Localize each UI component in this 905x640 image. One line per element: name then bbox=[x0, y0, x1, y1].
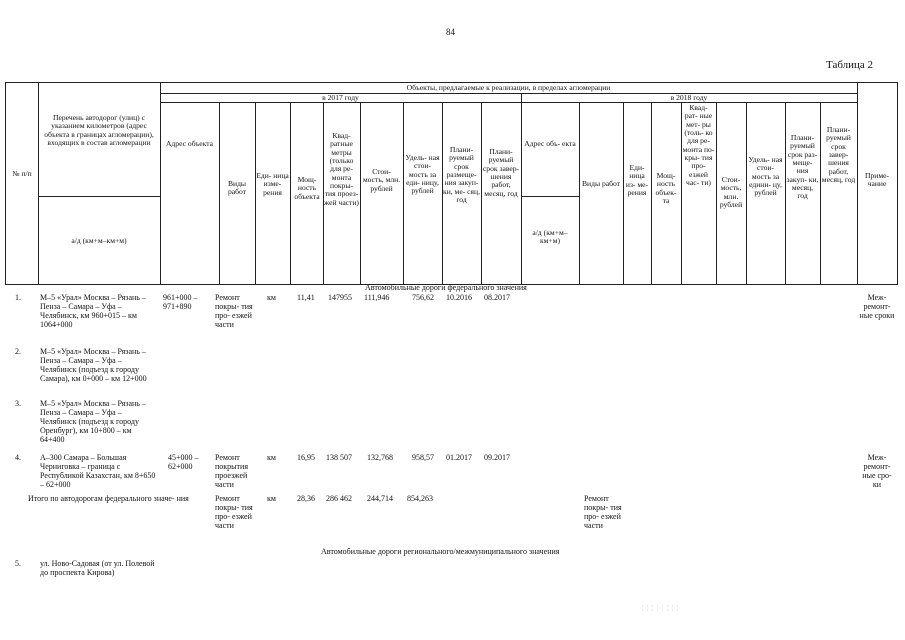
total-unit-cost: 854,263 bbox=[407, 494, 433, 503]
row-road: А–300 Самара – Большая Черниговка – граница с Республикой Казахстан, км 8+650 – 62+000 bbox=[40, 453, 156, 489]
row-finish-date: 09.2017 bbox=[484, 453, 510, 462]
row-cost: 111,946 bbox=[364, 293, 390, 302]
total-works-2018: Ремонт покры- тия про- езжей части bbox=[584, 494, 622, 530]
header-2017-power: Мощ- ность объекта bbox=[294, 175, 320, 201]
row-address: 961+000 – 971+890 bbox=[163, 293, 198, 311]
header-2018-power: Мощ- ность объек- та bbox=[655, 171, 677, 206]
row-unit-cost: 756,62 bbox=[412, 293, 434, 302]
total-sqm: 286 462 bbox=[326, 494, 352, 503]
header-note: Приме- чание bbox=[864, 171, 890, 189]
row-unit: км bbox=[267, 293, 276, 302]
page-number: 84 bbox=[446, 27, 455, 37]
row-address: 45+000 – 62+000 bbox=[168, 453, 199, 471]
row-road: М–5 «Урал» Москва – Рязань – Пенза – Самара – Уфа – Челябинск (подъезд к городу Самара), км 0+000 – км 12+000 bbox=[40, 347, 147, 383]
section-regional: Автомобильные дороги регионального/межмуниципального значения bbox=[321, 547, 560, 556]
header-2018-address: Адрес объ- екта bbox=[524, 139, 576, 148]
header-2017-cost: Стои- мость, млн. рублей bbox=[362, 167, 401, 193]
header-2018-cost: Стои- мость, млн. рублей bbox=[719, 175, 743, 210]
row-num: 1. bbox=[15, 293, 21, 302]
total-works: Ремонт покры- тия про- езжей части bbox=[215, 494, 253, 530]
row-sqm: 138 507 bbox=[326, 453, 352, 462]
header-year-2017: в 2017 году bbox=[322, 93, 359, 102]
table-caption: Таблица 2 bbox=[826, 59, 874, 71]
row-num: 2. bbox=[15, 347, 21, 356]
header-2017-unit-cost: Удель- ная стои- мость за еди- ницу, рублей bbox=[405, 153, 440, 196]
row-note: Меж- ремонт- ные сроки bbox=[859, 293, 895, 320]
row-works: Ремонт покры- тия про- езжей части bbox=[215, 293, 253, 329]
row-num: 4. bbox=[15, 453, 21, 462]
total-unit: км bbox=[267, 494, 276, 503]
row-unit-cost: 958,57 bbox=[412, 453, 434, 462]
header-2017-sqm: Квад- ратные метры (только для ре- монта покры- тия проез- жей части) bbox=[324, 131, 359, 207]
row-proc-date: 01.2017 bbox=[446, 453, 472, 462]
total-label: Итого по автодорогам федерального значе- ния bbox=[28, 494, 189, 503]
header-2017-works: Виды работ bbox=[227, 179, 247, 197]
row-note: Меж- ремонт- ные сро- ки bbox=[862, 453, 892, 489]
header-2018-sqm: Квад- рат- ные мет- ры (толь- ко для ре- монта по- кры- тия про- езжей час- ти) bbox=[682, 103, 715, 188]
total-power: 28,36 bbox=[297, 494, 315, 503]
header-2017-address: Адрес объекта bbox=[165, 139, 214, 148]
header-2018-address-sub: а/д (км+м– км+м) bbox=[532, 228, 568, 246]
header-roads-list: Перечень автодорог (улиц) с указанием километров (адрес объекта в границах агломерации), входящих в состав агломерации bbox=[44, 113, 154, 148]
row-road: М–5 «Урал» Москва – Рязань – Пенза – Самара – Уфа – Челябинск (подъезд к городу Оренбург), км 10+800 – км 64+400 bbox=[40, 399, 146, 444]
row-sqm: 147955 bbox=[328, 293, 352, 302]
row-road: ул. Ново-Садовая (от ул. Полевой до проспекта Кирова) bbox=[40, 559, 155, 577]
header-2018-works: Виды работ bbox=[581, 179, 621, 188]
header-objects: Объекты, предлагаемые к реализации, в пределах агломерации bbox=[406, 83, 611, 92]
header-2017-unit: Еди- ница изме- рения bbox=[256, 171, 289, 197]
total-cost: 244,714 bbox=[367, 494, 393, 503]
header-2018-unit-cost: Удель- ная стои- мость за едини- цу, рублей bbox=[748, 155, 783, 198]
row-num: 5. bbox=[15, 559, 21, 568]
header-2018-unit: Еди- ница из- ме- рения bbox=[625, 163, 649, 198]
header-2017-finish-date: Плани- руемый срок завер- шения работ, месяц, год bbox=[482, 147, 520, 198]
header-roads-sub: а/д (км+м–км+м) bbox=[71, 236, 127, 245]
row-power: 11,41 bbox=[297, 293, 315, 302]
row-cost: 132,768 bbox=[367, 453, 393, 462]
header-num: № п/п bbox=[12, 169, 32, 178]
row-proc-date: 10.2016 bbox=[446, 293, 472, 302]
row-road: М–5 «Урал» Москва – Рязань –Пенза – Самара – Уфа – Челябинск, км 960+015 – км 1064+000 bbox=[40, 293, 146, 329]
scan-noise bbox=[640, 604, 680, 612]
section-federal: Автомобильные дороги федерального значения bbox=[365, 283, 527, 292]
header-2018-finish-date: Плани- руемый срок завер- шения работ, месяц, год bbox=[821, 125, 856, 185]
header-2018-proc-date: Плани- руемый срок раз- меще- ния закуп- ки, месяц, год bbox=[786, 133, 819, 201]
row-power: 16,95 bbox=[297, 453, 315, 462]
header-2017-proc-date: Плани- руемый срок размеще- ния закуп- ки, ме- сяц, год bbox=[443, 145, 480, 205]
row-works: Ремонт покрытия проезжей части bbox=[215, 453, 248, 489]
row-unit: км bbox=[267, 453, 276, 462]
header-year-2018: в 2018 году bbox=[670, 93, 708, 102]
row-num: 3. bbox=[15, 399, 21, 408]
row-finish-date: 08.2017 bbox=[484, 293, 510, 302]
